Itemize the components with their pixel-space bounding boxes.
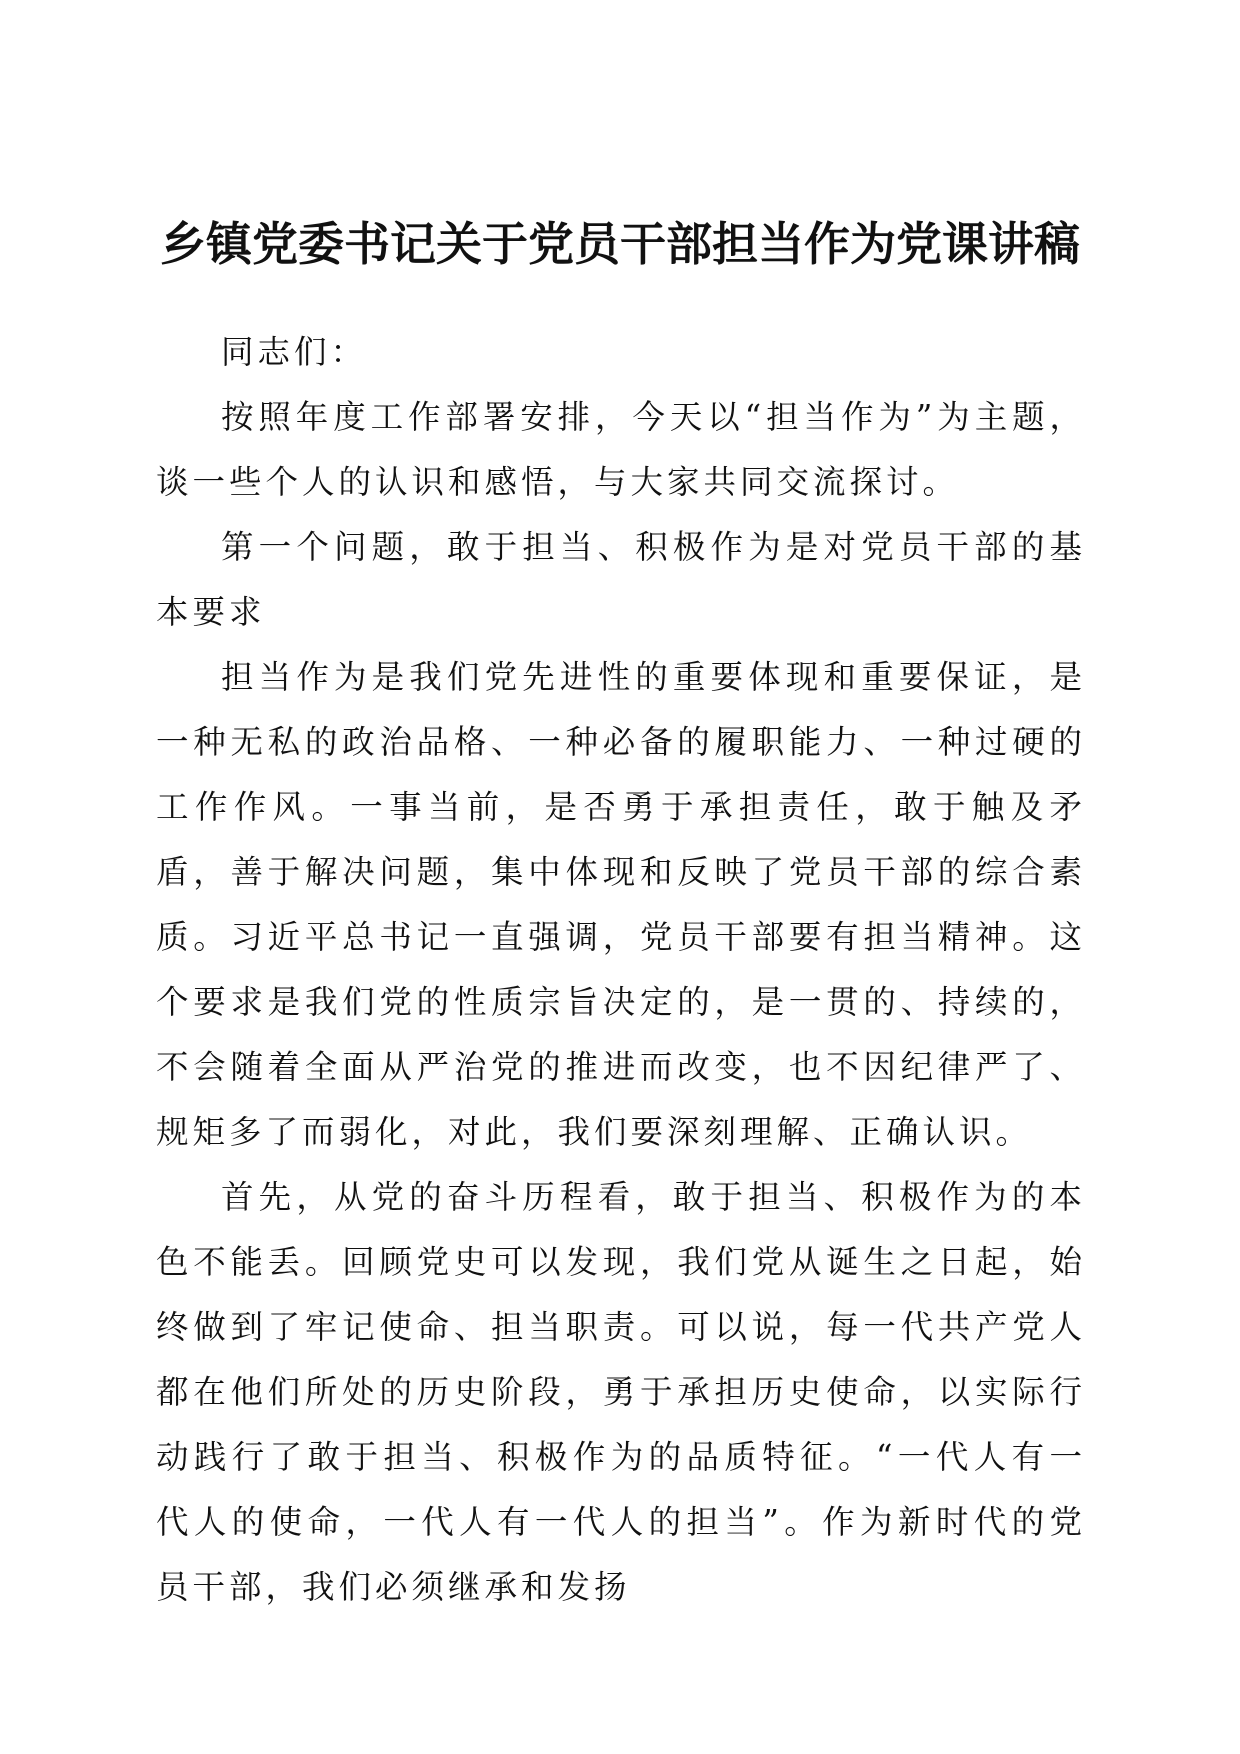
paragraph-body: 首先，从党的奋斗历程看，敢于担当、积极作为的本色不能丢。回顾党史可以发现，我们党从诞生之日起，始终做到了牢记使命、担当职责。可以说，每一代共产党人都在他们所处的历史阶段，勇于承担历史使命，以实际行动践行了敢于担当、积极作为的品质特征。“一代人有一代人的使命，一代人有一代人的担当”。作为新时代的党员干部，我们必须继承和发扬 xyxy=(156,1178,1086,1606)
paragraph-intro: 按照年度工作部署安排，今天以“担当作为”为主题，谈一些个人的认识和感悟，与大家共同交流探讨。 xyxy=(156,398,1086,501)
paragraph-body: 担当作为是我们党先进性的重要体现和重要保证，是一种无私的政治品格、一种必备的履职能力、一种过硬的工作作风。一事当前，是否勇于承担责任，敢于触及矛盾，善于解决问题，集中体现和反映了党员干部的综合素质。习近平总书记一直强调，党员干部要有担当精神。这个要求是我们党的性质宗旨决定的，是一贯的、持续的，不会随着全面从严治党的推进而改变，也不因纪律严了、规矩多了而弱化，对此，我们要深刻理解、正确认识。 xyxy=(156,658,1086,1151)
document-body xyxy=(156,320,1086,1620)
paragraph-salutation: 同志们： xyxy=(221,333,368,371)
document-title: 乡镇党委书记关于党员干部担当作为党课讲稿 xyxy=(160,217,1080,271)
paragraph-section-heading: 第一个问题，敢于担当、积极作为是对党员干部的基本要求 xyxy=(156,528,1086,631)
